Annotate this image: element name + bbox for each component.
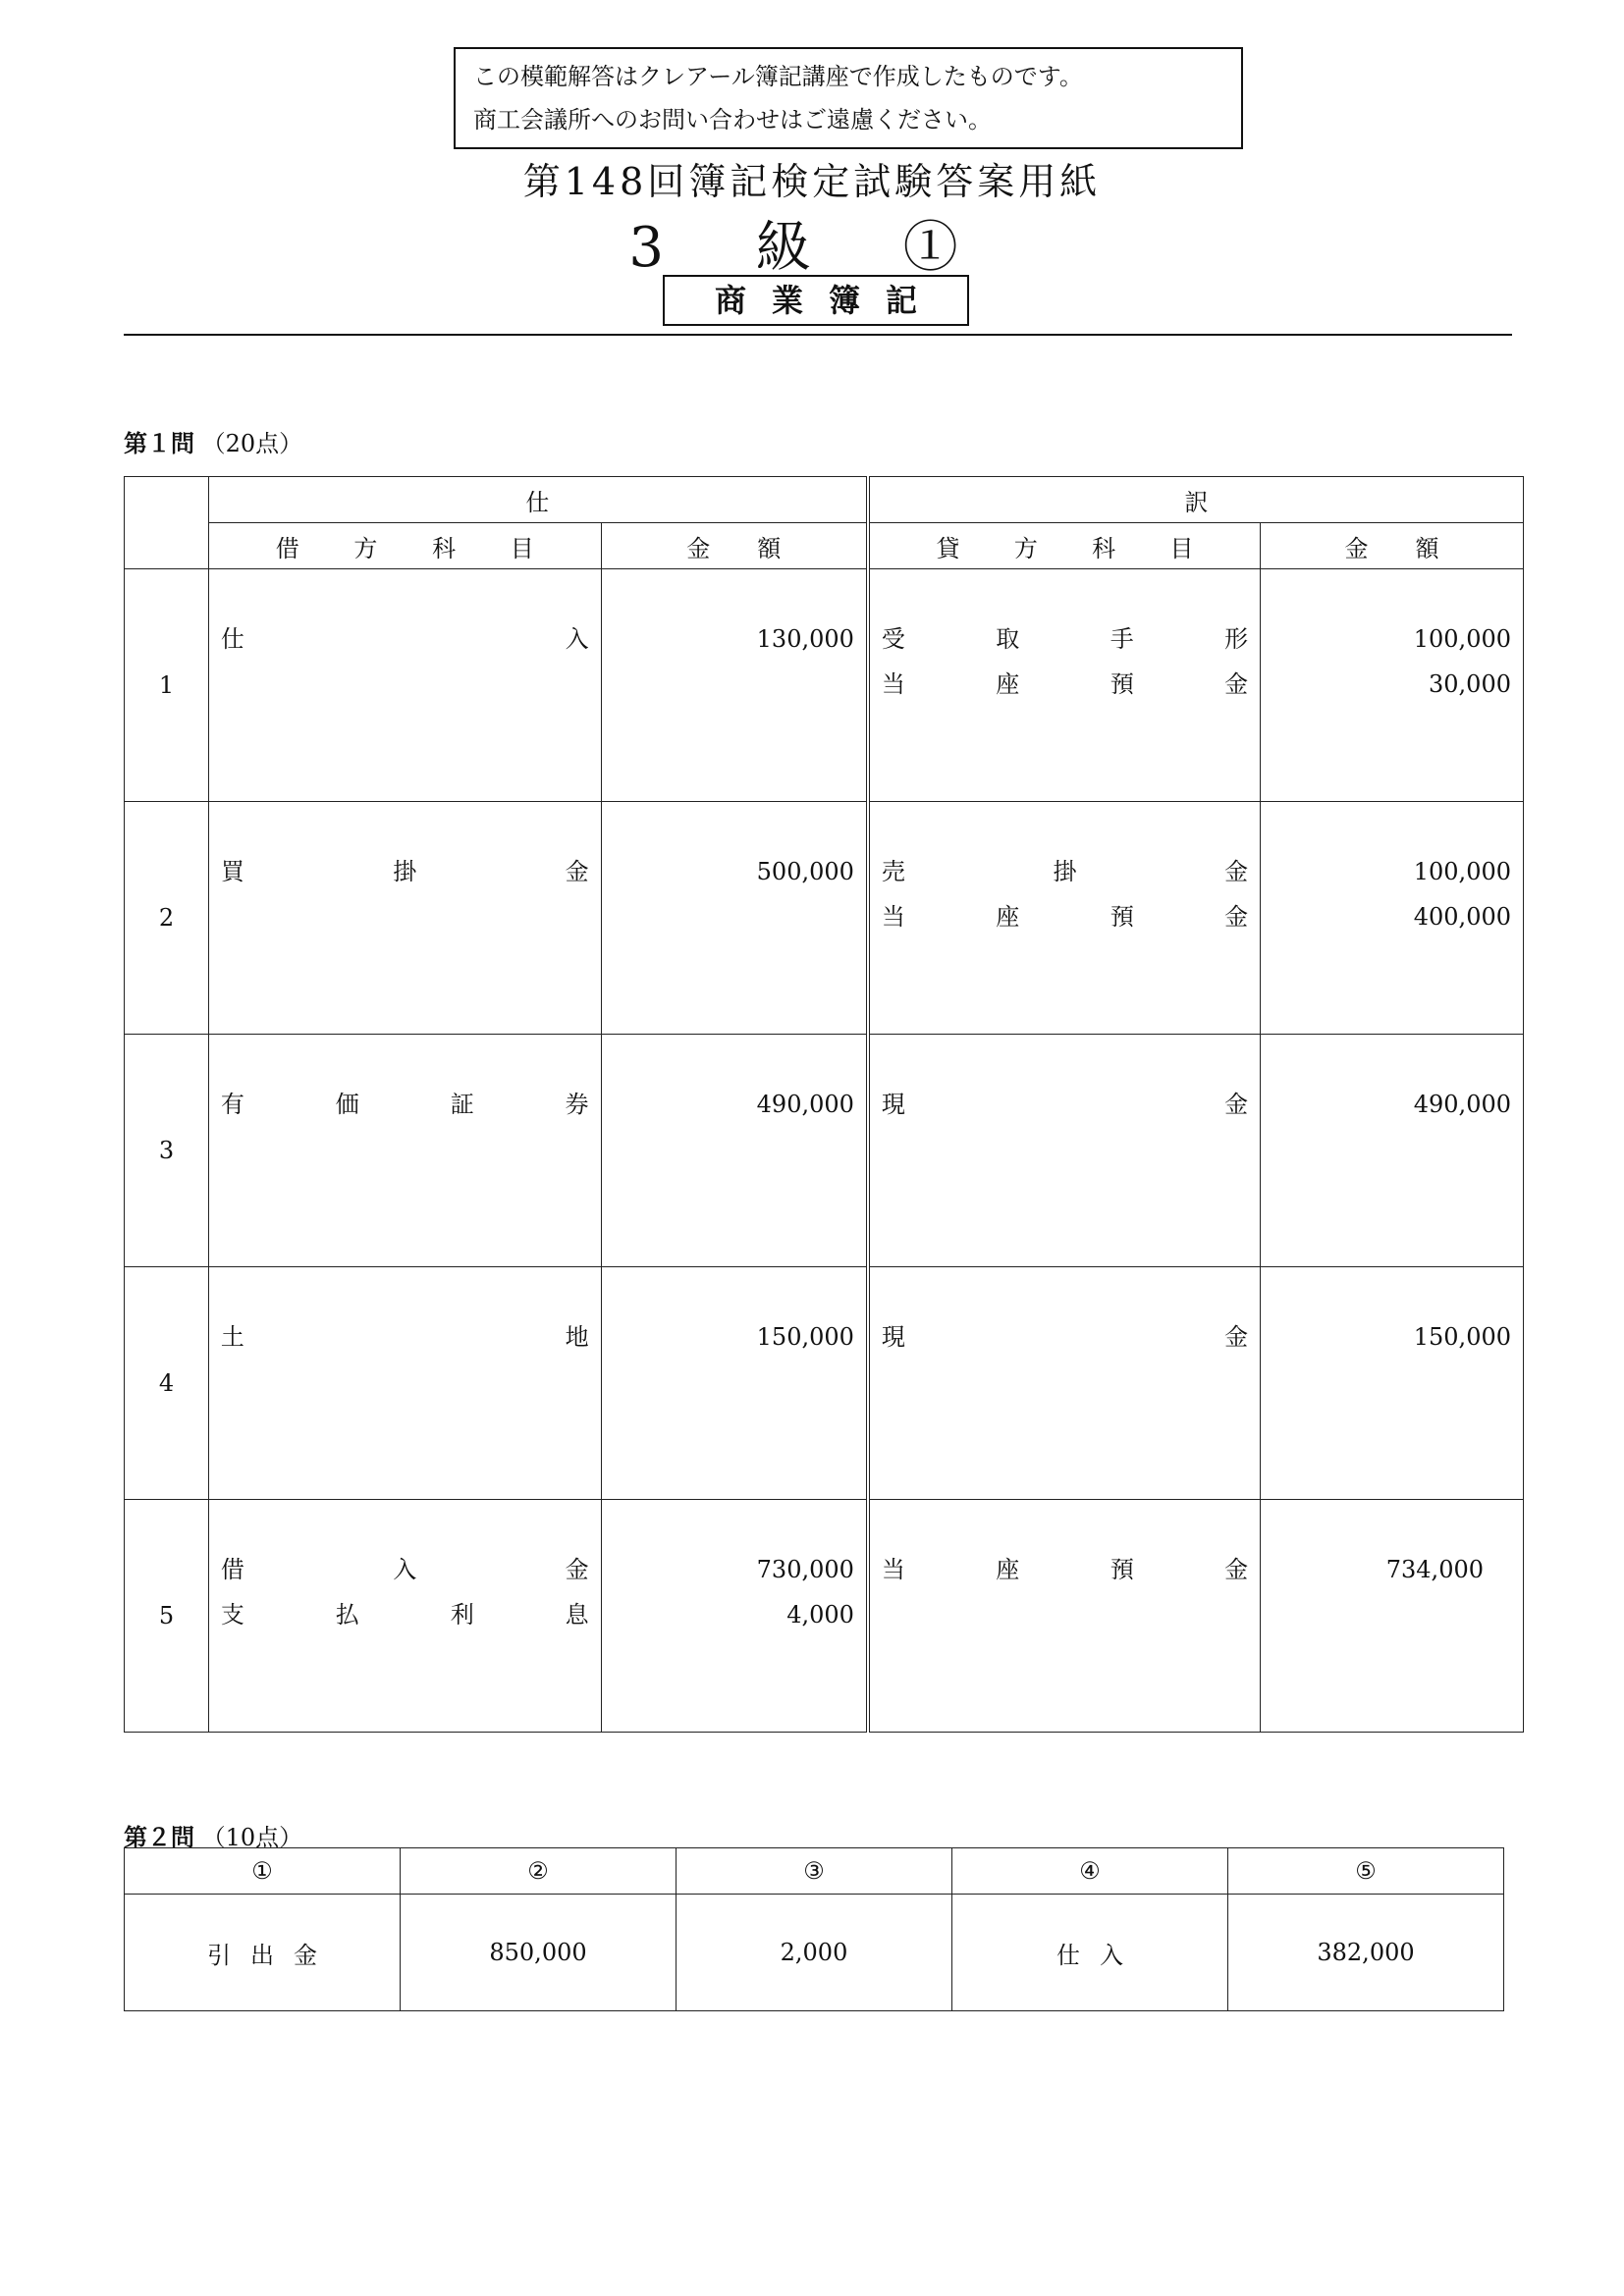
debit-account-name [221,1547,589,1592]
debit-amount-cell [601,802,868,1035]
credit-amount-cell [1261,1500,1524,1733]
answer-header-2: ② [401,1848,677,1895]
debit-account-name [221,616,589,662]
question-1-points: （20点） [201,430,303,457]
answer-header-5: ⑤ [1228,1848,1504,1895]
debit-account-char: 入 [565,625,589,653]
debit-account-char: 価 [335,1091,359,1118]
credit-account-name [882,894,1248,939]
credit-account-char: 金 [1224,1556,1249,1583]
answer-table [124,1847,1504,2011]
debit-account-char: 有 [220,1091,244,1118]
credit-amount: 734,000 [1385,1556,1484,1583]
debit-account-header-char: 目 [510,534,534,562]
debit-account-char: 券 [565,1091,589,1118]
debit-amount: 130,000 [756,625,854,653]
credit-account-name [882,1314,1248,1360]
credit-account-char: 預 [1110,903,1134,931]
debit-account-cell [208,1035,601,1267]
question-2-label: 第２問 [124,1824,194,1851]
row-number-header [125,477,209,569]
debit-amount: 490,000 [756,1091,854,1118]
credit-account-char: 預 [1110,670,1134,698]
credit-account-cell [868,1035,1261,1267]
debit-account-cell [208,569,601,802]
debit-amount: 4,000 [786,1601,854,1629]
debit-account-char: 掛 [393,858,417,885]
journal-row [125,1267,1524,1500]
debit-account-char: 仕 [220,625,244,653]
debit-account-cell [208,1500,601,1733]
credit-amount: 490,000 [1413,1091,1511,1118]
credit-amount: 400,000 [1413,903,1511,931]
debit-account-header [208,523,601,569]
subject-label: 商業簿記 [663,275,969,326]
credit-account-header-char: 方 [1013,534,1038,562]
credit-amount: 100,000 [1413,858,1511,885]
disclaimer-line-2: 商工会議所へのお問い合わせはご遠慮ください。 [473,106,992,133]
credit-account-name [882,1547,1248,1592]
debit-amount: 500,000 [756,858,854,885]
answer-header-3: ③ [677,1848,952,1895]
credit-account-char: 当 [881,1556,905,1583]
debit-amount-cell [601,1267,868,1500]
debit-account-header-char: 科 [432,534,457,562]
credit-account-cell [868,1267,1261,1500]
debit-account-char: 金 [565,1556,589,1583]
credit-account-name [882,849,1248,894]
credit-account-char: 座 [996,1556,1020,1583]
credit-account-char: 座 [996,670,1020,698]
disclaimer-box [454,47,1243,149]
debit-amount-cell [601,569,868,802]
debit-account-char: 息 [565,1601,589,1629]
debit-account-char: 買 [220,858,244,885]
debit-account-name [221,849,589,894]
credit-account-char: 当 [881,670,905,698]
credit-account-char: 現 [881,1091,905,1118]
debit-account-char: 借 [220,1556,244,1583]
credit-account-char: 手 [1110,625,1134,653]
answer-value-4: 仕入 [952,1895,1228,2011]
journal-row [125,1035,1524,1267]
credit-account-char: 金 [1224,903,1249,931]
exam-title: 第148回簿記検定試験答案用紙 [522,160,1102,203]
debit-account-name [221,1082,589,1127]
credit-account-header-char: 目 [1169,534,1194,562]
journal-row [125,802,1524,1035]
journal-row [125,569,1524,802]
debit-account-char: 利 [450,1601,474,1629]
credit-amount-cell [1261,802,1524,1035]
debit-account-char: 入 [393,1556,417,1583]
debit-account-header-char: 方 [353,534,378,562]
credit-amount: 150,000 [1413,1323,1511,1351]
credit-account-char: 金 [1224,858,1249,885]
debit-amount-cell [601,1035,868,1267]
debit-amount: 730,000 [756,1556,854,1583]
credit-amount-header: 金 額 [1261,523,1524,569]
debit-account-char: 土 [220,1323,244,1351]
credit-account-header-char: 貸 [936,534,960,562]
answer-value-3: 2,000 [677,1895,952,2011]
credit-amount-cell [1261,1267,1524,1500]
journal-row [125,1500,1524,1733]
debit-amount-cell [601,1500,868,1733]
debit-account-name [221,1314,589,1360]
credit-account-cell [868,802,1261,1035]
question-2-points: （10点） [201,1824,303,1851]
credit-account-char: 当 [881,903,905,931]
disclaimer-line-1: この模範解答はクレアール簿記講座で作成したものです。 [473,63,1083,90]
credit-amount: 100,000 [1413,625,1511,653]
credit-account-char: 金 [1224,1323,1249,1351]
row-number: 4 [125,1267,209,1500]
credit-account-name [882,616,1248,662]
credit-account-char: 金 [1224,670,1249,698]
credit-amount-cell [1261,1035,1524,1267]
credit-account-char: 座 [996,903,1020,931]
debit-account-char: 地 [565,1323,589,1351]
credit-account-cell [868,569,1261,802]
debit-account-char: 支 [220,1601,244,1629]
row-number: 5 [125,1500,209,1733]
entry-header: 訳 [868,477,1524,523]
question-1-label: 第１問 [124,430,194,457]
credit-account-header [868,523,1261,569]
debit-amount-header: 金 額 [601,523,868,569]
answer-value-5: 382,000 [1228,1895,1504,2011]
answer-value-1: 引出金 [125,1895,401,2011]
credit-account-char: 受 [881,625,905,653]
debit-account-char: 証 [450,1091,474,1118]
credit-account-header-char: 科 [1092,534,1116,562]
row-number: 3 [125,1035,209,1267]
credit-account-char: 金 [1224,1091,1249,1118]
credit-account-char: 掛 [1053,858,1077,885]
debit-account-char: 払 [335,1601,359,1629]
credit-account-char: 取 [996,625,1020,653]
credit-account-char: 形 [1224,625,1249,653]
credit-account-char: 預 [1110,1556,1134,1583]
row-number: 1 [125,569,209,802]
credit-account-cell [868,1500,1261,1733]
credit-account-char: 現 [881,1323,905,1351]
row-number: 2 [125,802,209,1035]
grade-title: 3 級 ① [628,216,996,280]
credit-amount-cell [1261,569,1524,802]
journal-entry-table [124,476,1524,1733]
credit-amount: 30,000 [1429,670,1511,698]
credit-account-name [882,1082,1248,1127]
answer-header-4: ④ [952,1848,1228,1895]
debit-account-cell [208,802,601,1035]
debit-account-header-char: 借 [275,534,299,562]
answer-value-2: 850,000 [401,1895,677,2011]
credit-account-name [882,662,1248,707]
debit-amount: 150,000 [756,1323,854,1351]
question-1-heading [124,424,302,458]
answer-header-1: ① [125,1848,401,1895]
credit-account-char: 売 [881,858,905,885]
journal-header: 仕 [208,477,868,523]
debit-account-name [221,1592,589,1637]
debit-account-char: 金 [565,858,589,885]
header-divider [124,334,1512,336]
debit-account-cell [208,1267,601,1500]
